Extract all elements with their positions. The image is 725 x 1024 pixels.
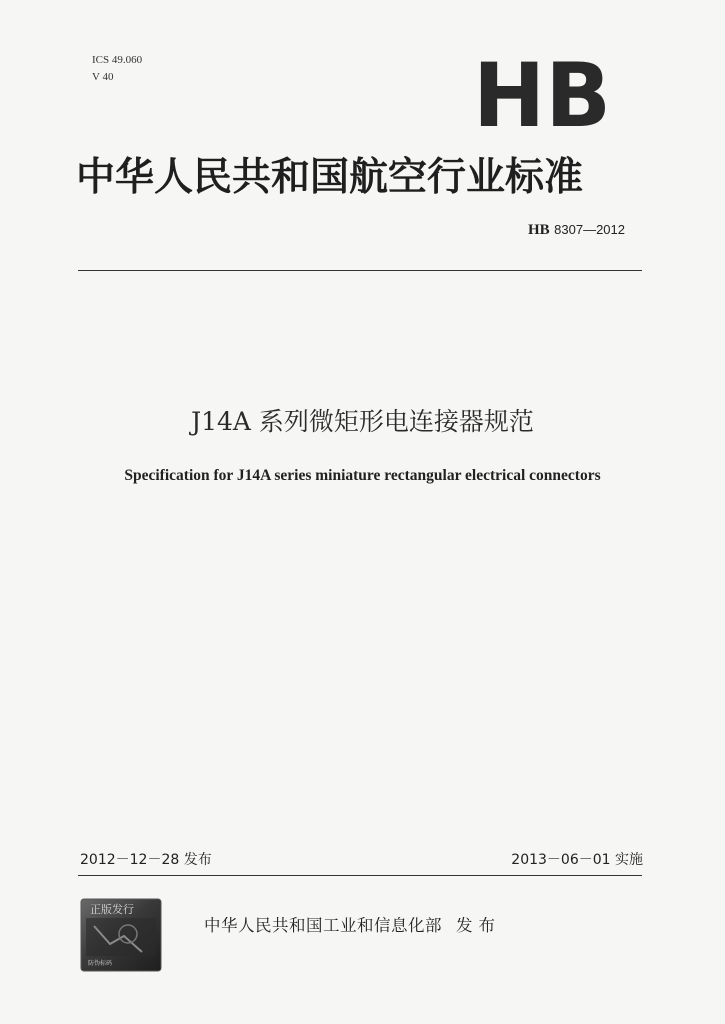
anti-counterfeit-stamp — [80, 898, 162, 972]
header-divider — [78, 270, 642, 271]
hb-logo — [472, 58, 612, 128]
standard-code: 8307—2012 — [554, 222, 625, 237]
publisher-line — [204, 912, 501, 936]
publisher-name: 中华人民共和国工业和信息化部 — [204, 916, 442, 935]
implementation-date: 2013－06－01 实施 — [511, 852, 643, 868]
publish-label: 发布 — [456, 916, 501, 935]
standard-prefix: HB — [528, 222, 550, 238]
hb-logo-text: HB — [473, 58, 611, 128]
document-title-english: Specification for J14A series miniature rectangular electrical connectors — [124, 467, 601, 484]
ics-code: ICS 49.060 — [92, 54, 143, 66]
issue-date: 2012－12－28 发布 — [80, 852, 212, 868]
document-title-chinese: J14A 系列微矩形电连接器规范 — [191, 407, 534, 436]
stamp-bottom-text: 防伪标码 — [88, 960, 113, 967]
stamp-top-text: 正版发行 — [90, 903, 134, 916]
ccs-code: V 40 — [92, 71, 114, 83]
standard-category-title: 中华人民共和国航空行业标准 — [76, 155, 584, 200]
classification-codes — [92, 52, 142, 86]
standard-number — [528, 222, 625, 239]
footer-divider — [78, 875, 642, 876]
